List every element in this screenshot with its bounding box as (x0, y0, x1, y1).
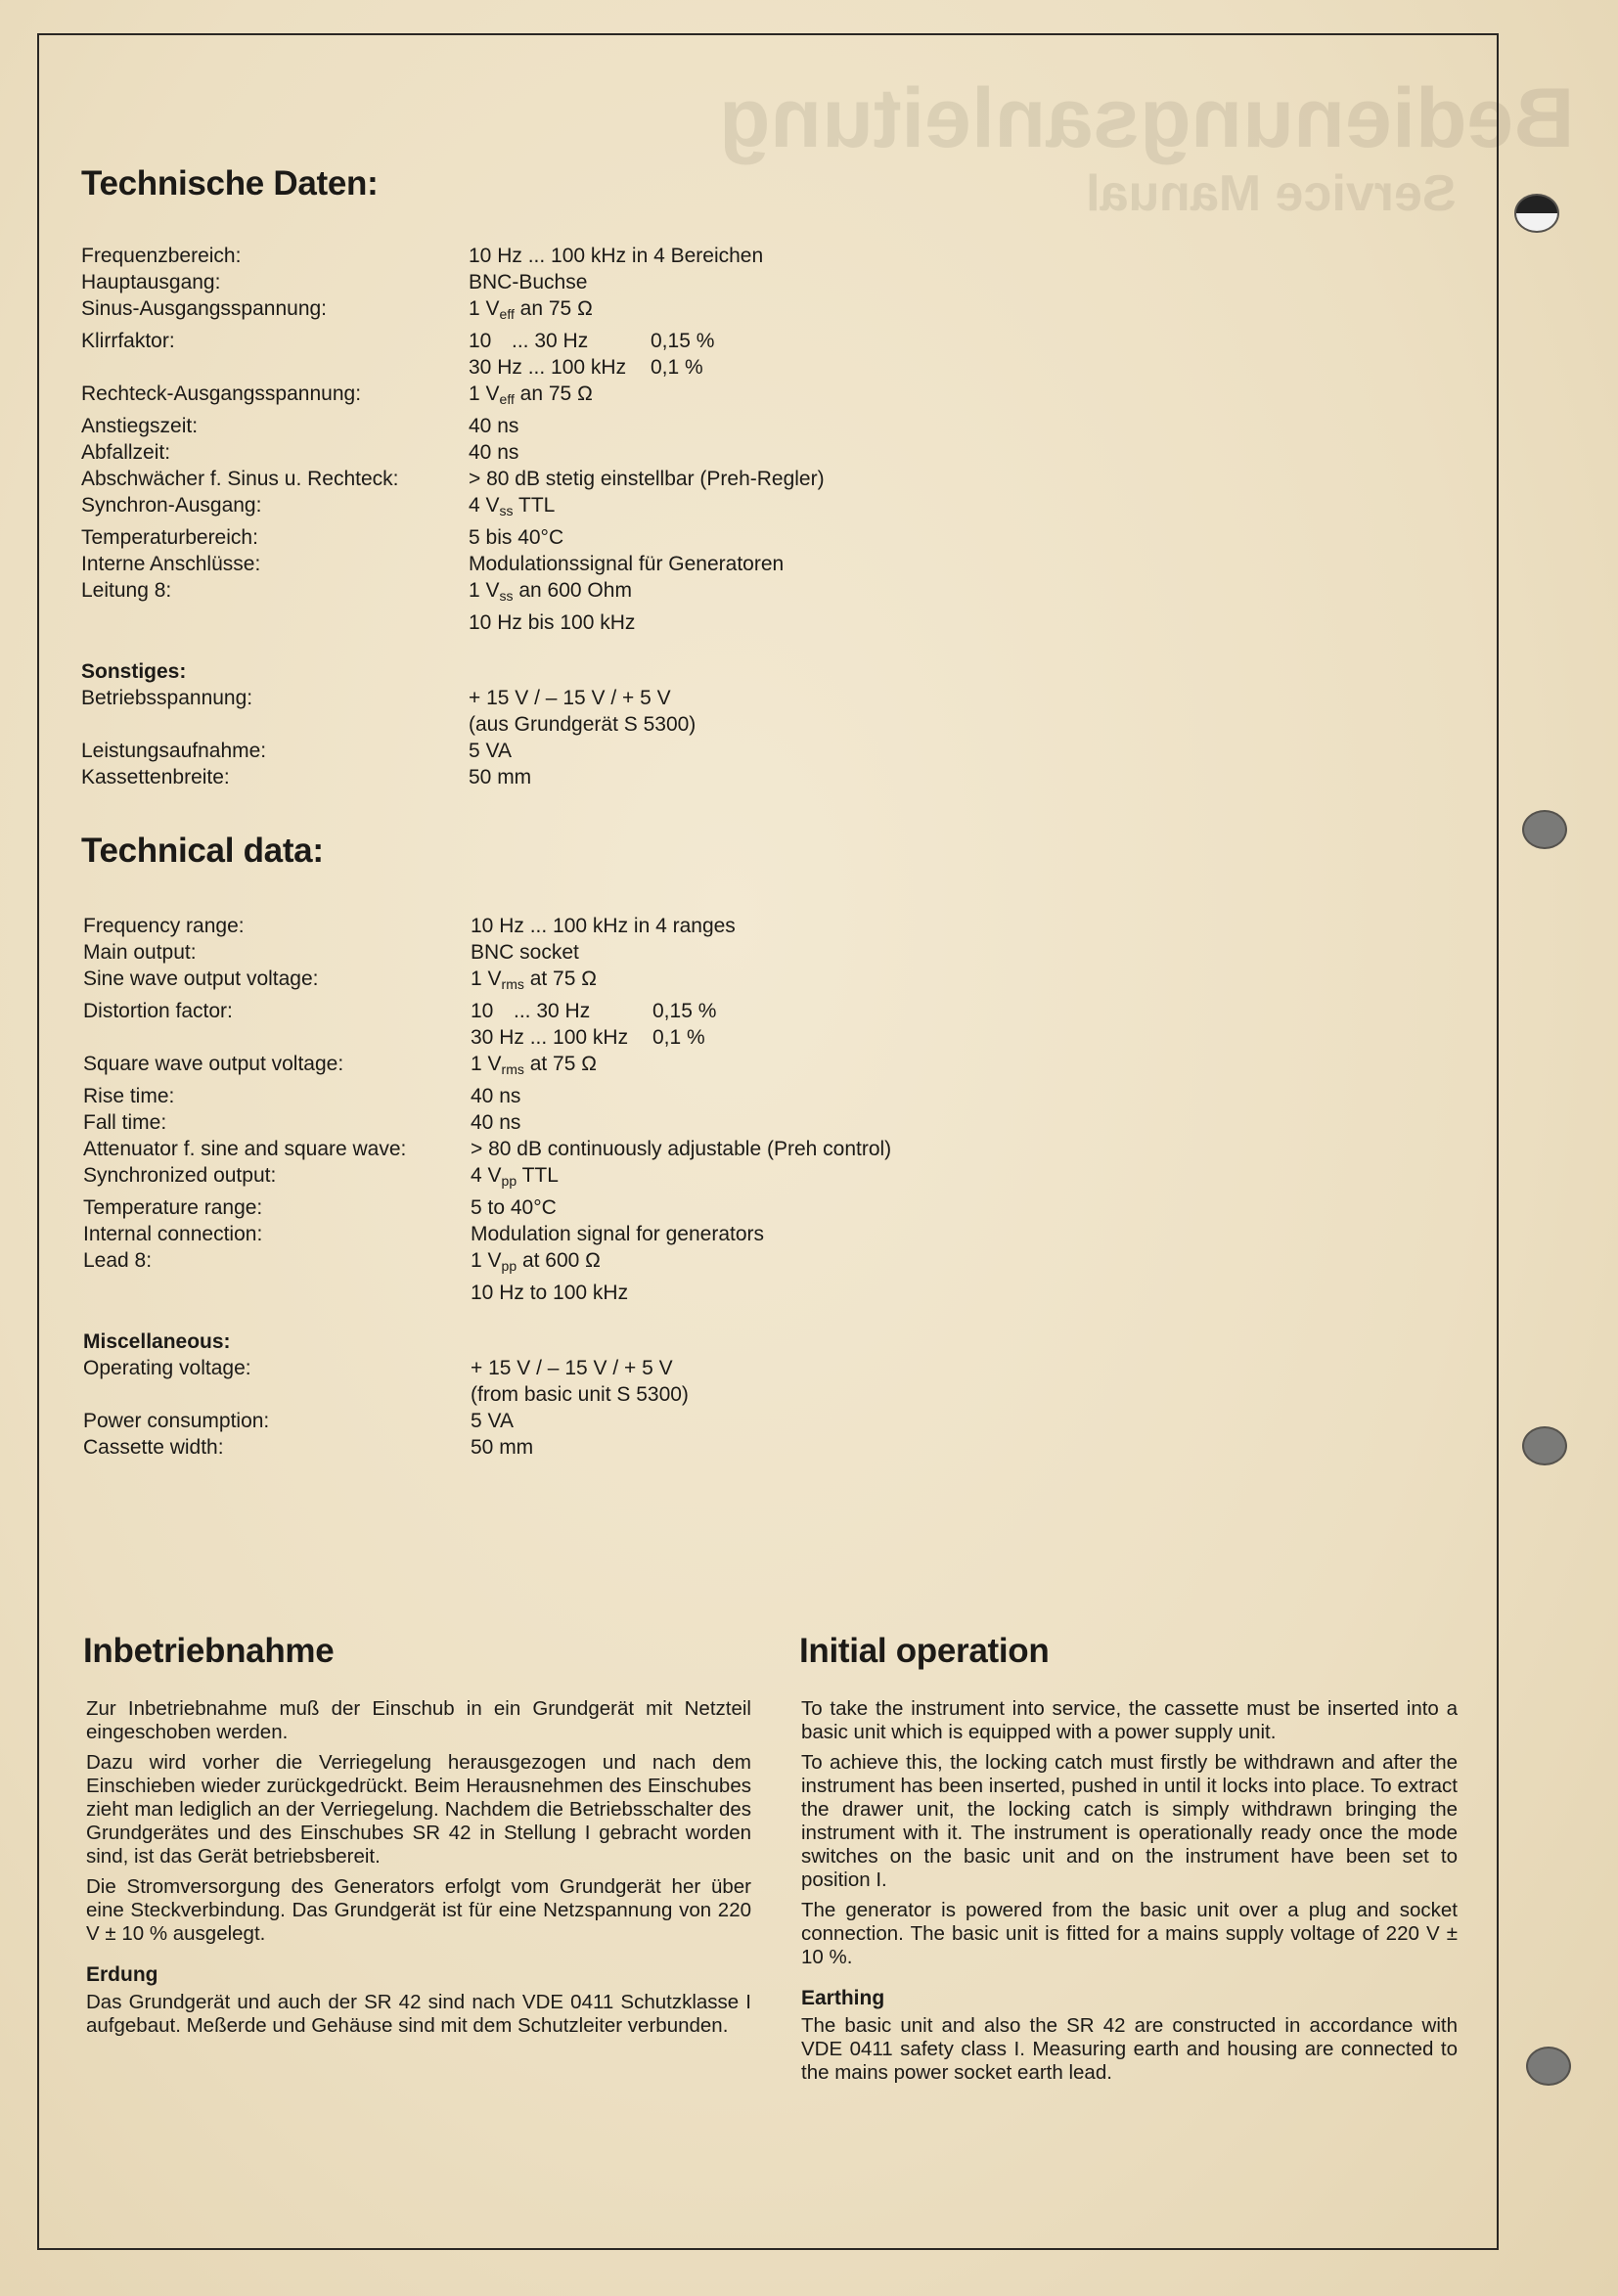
spec-row: Attenuator f. sine and square wave: > 80 dB continuously adjustable (Preh control) (83, 1138, 892, 1160)
paragraph: Zur Inbetriebnahme muß der Einschub in ein Grundgerät mit Netzteil eingeschoben werden. (86, 1697, 751, 1743)
spec-row: Abschwächer f. Sinus u. Rechteck: > 80 dB stetig einstellbar (Preh-Regler) (81, 468, 825, 490)
paragraph: To take the instrument into service, the cassette must be inserted into a basic unit which is equipped with a power supply unit. (801, 1697, 1458, 1743)
paragraph: To achieve this, the locking catch must firstly be withdrawn and after the instrument has been inserted, pushed in until it locks into place. To extract the drawer unit, the locking catch is simply withdrawn bringing the instrument with it. The instrument is operationally ready once the mode switches on the basic unit and on the instrument have been set to position I. (801, 1751, 1458, 1891)
spec-row: Frequency range: 10 Hz ... 100 kHz in 4 ranges (83, 915, 736, 937)
spec-row: Fall time: 40 ns (83, 1111, 521, 1134)
spec-row: Lead 8: 1 $V_{pp}$ at 600 Ω 10 Hz to 100 kHz (83, 1249, 629, 1304)
paragraph: The basic unit and also the SR 42 are constructed in accordance with VDE 0411 safety class I. Measuring earth and housing are connected to the mains power socket earth lead. (801, 2014, 1458, 2084)
punch-hole-icon (1514, 194, 1559, 233)
section-title: Inbetriebnahme (83, 1632, 335, 1670)
spec-row: Anstiegszeit: 40 ns (81, 415, 519, 437)
section-subtitle: Erdung (86, 1963, 158, 1986)
paragraph: Die Stromversorgung des Generators erfolgt vom Grundgerät her über eine Steckverbindung. Das Grundgerät ist für eine Netzspannung von 220 V ± 10 % ausgelegt. (86, 1875, 751, 1945)
paragraph: Dazu wird vorher die Verriegelung herausgezogen und nach dem Einschieben wieder zurückgedrückt. Beim Herausnehmen des Einschubes zieht man lediglich an der Verriegelung. Nachdem die Betriebsschalter des Grundgerätes und des Einschubes SR 42 in Stellung I gebracht worden sind, ist das Gerät betriebsbereit. (86, 1751, 751, 1868)
spec-row: Power consumption: 5 VA (83, 1410, 514, 1432)
section-subtitle: Earthing (801, 1987, 885, 2009)
spec-row: Main output: BNC socket (83, 941, 579, 964)
spec-row: Leitung 8: 1 $V_{ss}$ an 600 Ohm 10 Hz bis 100 kHz (81, 579, 636, 634)
spec-table-de (81, 243, 825, 790)
section-subtitle: Miscellaneous: (83, 1330, 231, 1353)
punch-hole-icon (1526, 2047, 1571, 2086)
spec-row: Abfallzeit: 40 ns (81, 441, 519, 464)
spec-row: Frequenzbereich: 10 Hz ... 100 kHz in 4 Bereichen (81, 245, 764, 267)
spec-row: Synchron-Ausgang: 4 $V_{ss}$ TTL (81, 494, 556, 518)
text-column-en (801, 1697, 1458, 2092)
section-subtitle: Sonstiges: (81, 660, 187, 683)
section-title: Initial operation (799, 1632, 1050, 1670)
paragraph: Das Grundgerät und auch der SR 42 sind nach VDE 0411 Schutzklasse I aufgebaut. Meßerde und Gehäuse sind mit dem Schutzleiter verbunden. (86, 1991, 751, 2037)
spec-table-en (83, 913, 891, 1461)
spec-row: Temperature range: 5 to 40°C (83, 1196, 557, 1219)
spec-row: Cassette width: 50 mm (83, 1436, 534, 1459)
spec-row: Kassettenbreite: 50 mm (81, 766, 532, 788)
punch-hole-icon (1522, 810, 1567, 849)
spec-row: Temperaturbereich: 5 bis 40°C (81, 526, 564, 549)
spec-row: Rechteck-Ausgangsspannung: 1 $V_{eff}$ an 75 Ω (81, 383, 593, 407)
show-through-text: Bedienungsanleitung (719, 71, 1575, 165)
spec-row: Hauptausgang: BNC-Buchse (81, 271, 588, 293)
spec-row: Sinus-Ausgangsspannung: 1 $V_{eff}$ an 75 Ω (81, 297, 593, 322)
spec-row: Synchronized output: 4 $V_{pp}$ TTL (83, 1164, 559, 1189)
spec-row: Square wave output voltage: 1 $V_{rms}$ at 75 Ω (83, 1053, 597, 1077)
show-through-text: Service Manual (1086, 165, 1457, 222)
spec-row: Internal connection: Modulation signal for generators (83, 1223, 765, 1245)
spec-row: Distortion factor: 10 ... 30 Hz 0,15 % 30 Hz ... 100 kHz 0,1 % (83, 1000, 717, 1049)
spec-row: Rise time: 40 ns (83, 1085, 521, 1107)
paragraph: The generator is powered from the basic unit over a plug and socket connection. The basic unit is fitted for a mains supply voltage of 220 V ± 10 %. (801, 1899, 1458, 1968)
punch-hole-icon (1522, 1426, 1567, 1465)
page-title: Technische Daten: (81, 164, 379, 203)
section-title: Technical data: (81, 832, 324, 870)
spec-row: Klirrfaktor: 10 ... 30 Hz 0,15 % 30 Hz ... 100 kHz 0,1 % (81, 330, 715, 379)
spec-row: Leistungsaufnahme: 5 VA (81, 740, 512, 762)
spec-row: Interne Anschlüsse: Modulationssignal für Generatoren (81, 553, 785, 575)
spec-row: Betriebsspannung: + 15 V / – 15 V / + 5 V (aus Grundgerät S 5300) (81, 687, 697, 736)
text-column-de (86, 1697, 751, 2045)
spec-row: Sine wave output voltage: 1 $V_{rms}$ at 75 Ω (83, 968, 597, 992)
spec-row: Operating voltage: + 15 V / – 15 V / + 5 V (from basic unit S 5300) (83, 1357, 689, 1406)
